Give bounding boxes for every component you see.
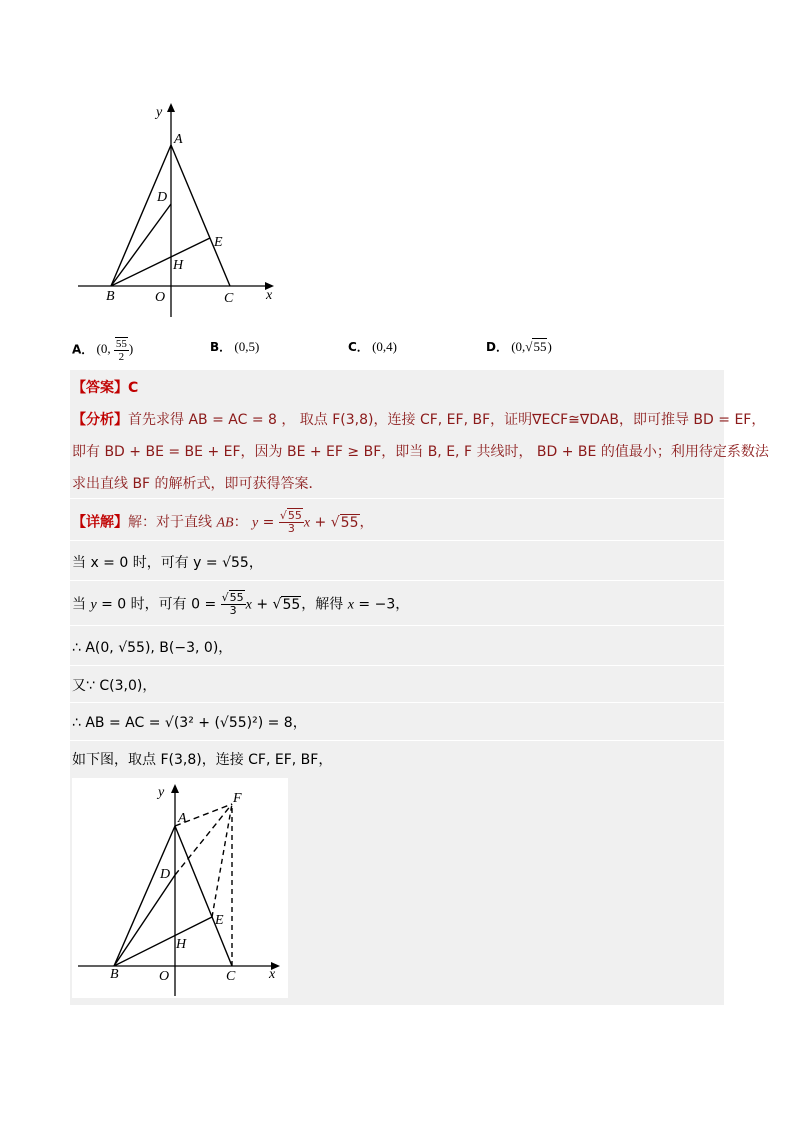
option-c[interactable]: [348, 338, 397, 355]
option-b-label: B．: [210, 340, 232, 354]
label-B: B: [110, 967, 119, 982]
label-E: E: [215, 913, 224, 928]
y-axis-arrow: [171, 784, 179, 793]
segment-AB: [114, 826, 175, 966]
label-x: x: [269, 967, 276, 982]
label-A: A: [174, 132, 183, 147]
detail-line-3: 当 y = 0 时，可有 0 = $\frac{√55}{3}$ x + √55，解得 x = −3，: [72, 591, 410, 617]
label-O: O: [155, 290, 166, 305]
option-d-label: D．: [486, 340, 508, 354]
label-x: x: [266, 288, 273, 303]
triangle-figure-with-f: [72, 778, 288, 998]
label-H: H: [173, 258, 184, 273]
segment-BD: [114, 875, 175, 966]
label-y: y: [156, 105, 163, 120]
detail-tag: 【详解】: [72, 514, 128, 531]
detail-line-2: 当 x = 0 时，可有 y = √55，: [72, 555, 263, 571]
option-d[interactable]: [486, 338, 552, 355]
label-H: H: [176, 937, 187, 952]
label-D: D: [157, 190, 168, 205]
option-a[interactable]: [72, 338, 133, 363]
option-a-value: (0, $\frac{55}{2}$ ): [96, 338, 134, 363]
detail-line-5: 又∵ C(3,0)，: [72, 678, 157, 694]
detail-line-7: 如下图，取点 F(3,8)，连接 CF, EF, BF，: [72, 752, 333, 768]
analysis-tag: 【分析】: [72, 412, 128, 428]
detail-line-6: ∴ AB = AC = √(3² + (√55)²) = 8，: [72, 715, 307, 731]
label-y: y: [158, 785, 165, 800]
label-O: O: [159, 969, 170, 984]
label-F: F: [233, 791, 242, 806]
answer-tag: 【答案】: [72, 380, 128, 396]
y-axis-arrow: [167, 103, 175, 112]
label-E: E: [214, 235, 223, 250]
analysis-text-1: 首先求得 AB = AC = 8 ， 取点 F(3,8)，连接 CF, EF, BF，证明∇ECF≅∇DAB，即可推导 BD = EF，: [128, 412, 766, 428]
detail-line-4: ∴ A(0, √55), B(−3, 0)，: [72, 640, 233, 656]
answer-line: [72, 377, 138, 397]
option-c-label: C．: [348, 340, 369, 354]
label-C: C: [226, 969, 236, 984]
segment-BE: [114, 917, 212, 966]
label-B: B: [106, 289, 115, 304]
option-b-value: (0,5): [234, 339, 260, 354]
label-A: A: [178, 811, 187, 826]
label-D: D: [160, 867, 171, 882]
option-d-value: (0,√55): [511, 339, 552, 354]
answer-value: C: [128, 380, 139, 396]
segment-EF-dashed: [212, 804, 232, 917]
analysis-line-2: 即有 BD + BE = BE + EF，因为 BE + EF ≥ BF，即当 B, E, F 共线时， BD + BE 的值最小；利用待定系数法: [72, 444, 769, 460]
option-a-label: A．: [72, 342, 94, 357]
analysis-line-1: [72, 409, 765, 429]
triangle-figure: [60, 95, 290, 325]
detail-line-1: 【详解】解：对于直线 AB： y = $\frac{√55}{3}$ x + √55，: [72, 509, 374, 535]
analysis-line-3: 求出直线 BF 的解析式，即可获得答案．: [72, 476, 323, 492]
segment-BE: [111, 238, 210, 286]
option-c-value: (0,4): [372, 339, 397, 354]
option-b[interactable]: [210, 338, 259, 355]
label-C: C: [224, 291, 234, 306]
